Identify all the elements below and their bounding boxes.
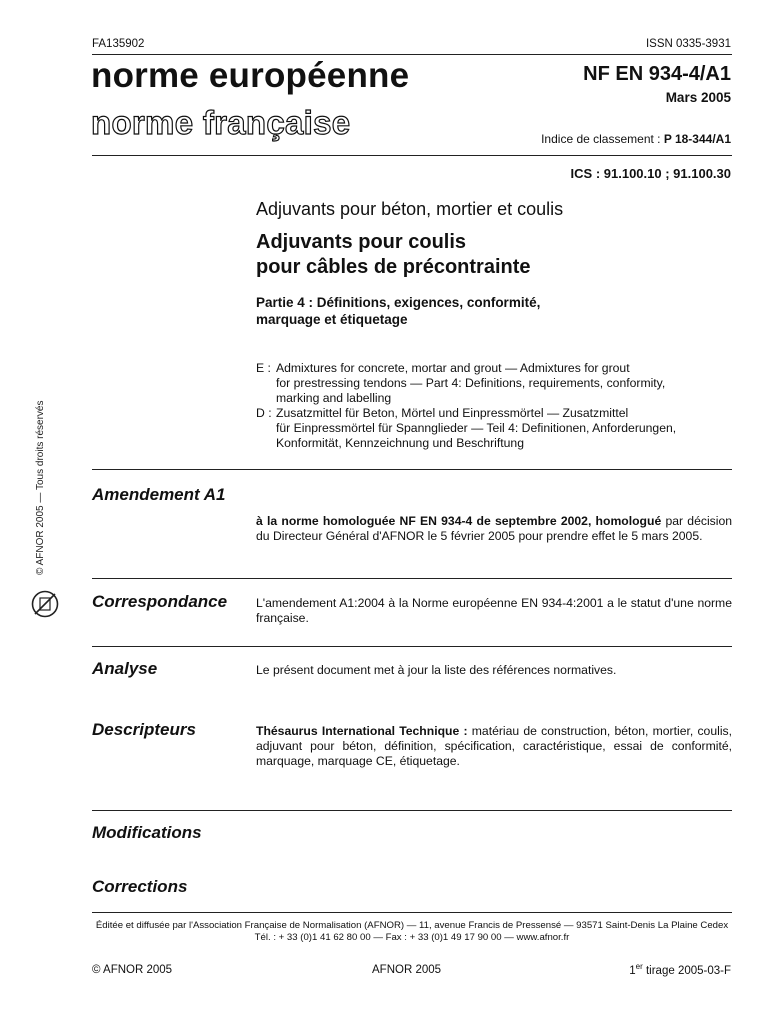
amendement-text: [256, 514, 732, 544]
english-line1: Admixtures for concrete, mortar and grout — Admixtures for grout: [276, 361, 630, 375]
section-rule: [92, 578, 732, 579]
classification-rule: [92, 155, 732, 156]
german-prefix: D :: [256, 406, 272, 420]
section-title-correspondance: Correspondance: [92, 592, 228, 611]
footer-print-run: [629, 962, 731, 977]
amendement-body-text: par décision du Directeur Général d'AFNOR le 5 février 2005 pour prendre effet le 5 mars 2005.: [256, 514, 733, 543]
subject-line: Adjuvants pour béton, mortier et coulis: [256, 199, 564, 219]
part-title: [256, 294, 540, 328]
analyse-text: Le présent document met à jour la liste des références normatives.: [256, 663, 617, 677]
correspondance-text: L'amendement A1:2004 à la Norme européenne EN 934-4:2001 a le statut d'une norme française.: [256, 596, 732, 625]
descripteurs-bold-text: Thésaurus International Technique :: [256, 724, 472, 738]
section-title-corrections: Corrections: [92, 877, 188, 896]
main-title-line1: Adjuvants pour coulis: [256, 231, 467, 253]
document-reference: FA135902: [92, 38, 145, 50]
section-title-analyse: Analyse: [92, 659, 158, 678]
section-rule: [92, 646, 732, 647]
ics-codes: ICS : 91.100.10 ; 91.100.30: [570, 166, 731, 181]
copyright-vertical: © AFNOR 2005 — Tous droits réservés: [35, 400, 46, 575]
german-line3: Konformität, Kennzeichnung und Beschriftung: [276, 436, 524, 450]
publisher-line2: Tél. : + 33 (0)1 41 62 80 00 — Fax : + 33 (0)1 49 17 90 00 — www.afnor.fr: [254, 932, 570, 943]
classification-label: Indice de classement :: [541, 132, 664, 146]
footer-rule: [92, 912, 732, 913]
print-run-number: 1: [629, 964, 636, 977]
publication-date: Mars 2005: [665, 90, 731, 105]
print-run-ordinal: er: [635, 962, 643, 971]
part-title-line2: marquage et étiquetage: [256, 312, 408, 327]
section-rule: [92, 469, 732, 470]
translations-block: [256, 361, 732, 451]
header-rule: [92, 54, 732, 55]
descripteurs-body-text: matériau de construction, béton, mortier, coulis, adjuvant pour béton, définition, spécification, caractéristique, essai de conformité, marquage, marquage CE, étiquetage.: [256, 724, 733, 768]
standard-number: NF EN 934-4/A1: [583, 63, 731, 85]
footer-copyright: © AFNOR 2005: [92, 964, 173, 976]
footer-publisher: AFNOR 2005: [372, 964, 442, 976]
german-line1: Zusatzmittel für Beton, Mörtel und Einpressmörtel — Zusatzmittel: [276, 406, 629, 420]
main-title-line2: pour câbles de précontrainte: [256, 256, 531, 278]
part-title-line1: Partie 4 : Définitions, exigences, conformité,: [256, 295, 541, 310]
section-rule: [92, 810, 732, 811]
title-norme-francaise: norme française: [91, 104, 351, 141]
print-run-text: tirage 2005-03-F: [642, 964, 731, 977]
english-line2: for prestressing tendons — Part 4: Definitions, requirements, conformity,: [276, 376, 666, 390]
classification-index: [541, 132, 731, 146]
german-line2: für Einpressmörtel für Spannglieder — Teil 4: Definitionen, Anforderungen,: [276, 421, 677, 435]
english-line3: marking and labelling: [276, 391, 392, 405]
descripteurs-text: [256, 724, 732, 769]
issn-number: ISSN 0335-3931: [645, 38, 731, 50]
title-norme-europeenne: norme européenne: [91, 56, 410, 95]
no-copy-seal-icon: [31, 590, 59, 618]
publisher-info: [92, 920, 732, 944]
main-title: [256, 230, 531, 280]
publisher-line1: Éditée et diffusée par l'Association Française de Normalisation (AFNOR) — 11, avenue Francis de Pressensé — 93571 Saint-Denis La Plaine Cedex: [95, 920, 729, 931]
amendement-bold-text: à la norme homologuée NF EN 934-4 de septembre 2002, homologué: [256, 514, 662, 528]
section-title-amendement: Amendement A1: [92, 485, 226, 504]
classification-value: P 18-344/A1: [663, 132, 731, 146]
section-title-descripteurs: Descripteurs: [92, 720, 196, 739]
section-title-modifications: Modifications: [92, 823, 202, 842]
english-title: [256, 361, 732, 406]
english-prefix: E :: [256, 361, 271, 375]
german-title: [256, 406, 732, 451]
